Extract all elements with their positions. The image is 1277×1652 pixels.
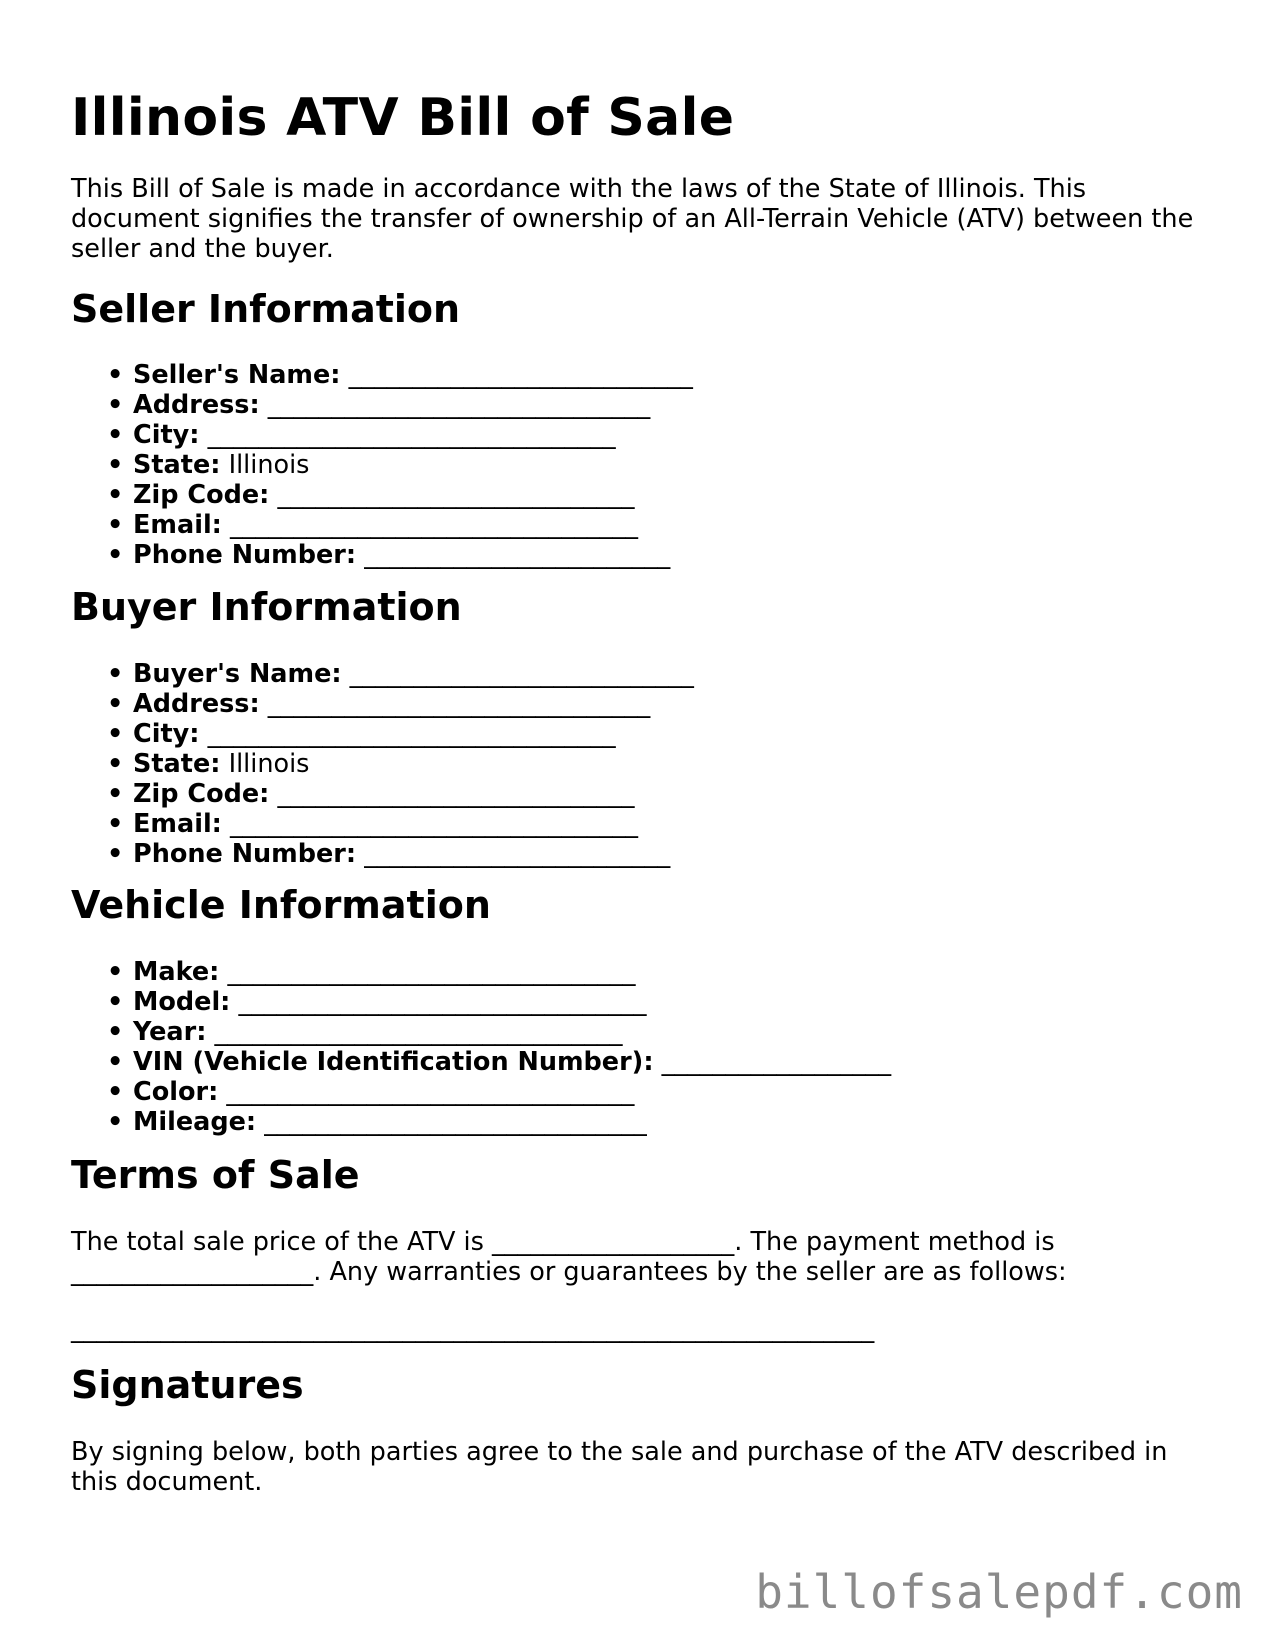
field-label: State: — [133, 749, 221, 779]
field-value: ________________________________ — [226, 1077, 635, 1107]
field-value: ________________________________ — [230, 510, 638, 540]
buyer-zip-field: • Zip Code: ____________________________ — [107, 779, 635, 809]
field-value: ________________________________ — [227, 957, 636, 987]
seller-state-field: • State: Illinois — [107, 450, 310, 480]
vehicle-year-field: • Year: ________________________________ — [107, 1017, 623, 1047]
warranty-line: _______________________________________________________________ — [71, 1314, 875, 1344]
field-value: ____________________________ — [277, 779, 635, 809]
field-value: ____________________________ — [277, 480, 635, 510]
field-label: Buyer's Name: — [133, 659, 342, 689]
vehicle-model-field: • Model: ________________________________ — [107, 987, 647, 1017]
seller-name-field: • Seller's Name: ___________________________ — [107, 360, 693, 390]
field-value: Illinois — [228, 749, 310, 779]
field-value: ________________________________ — [238, 987, 647, 1017]
intro-paragraph: This Bill of Sale is made in accordance with the laws of the State of Illinois. This document signifies the transfer of ownership of an All-Terrain Vehicle (ATV) between the seller and the buyer. — [71, 174, 1194, 264]
terms-section-heading: Terms of Sale — [71, 1153, 360, 1197]
buyer-section-heading: Buyer Information — [71, 585, 462, 629]
field-label: VIN (Vehicle Identification Number): — [133, 1047, 654, 1077]
field-label: Phone Number: — [133, 839, 357, 869]
site-watermark: billofsalepdf.com — [755, 1565, 1243, 1619]
field-value: ________________________________ — [207, 420, 616, 450]
buyer-city-field: • City: ________________________________ — [107, 719, 616, 749]
field-value: ___________________________ — [349, 659, 694, 689]
seller-phone-field: • Phone Number: ________________________ — [107, 540, 671, 570]
field-label: City: — [133, 420, 200, 450]
seller-address-field: • Address: ______________________________ — [107, 390, 651, 420]
field-label: State: — [133, 450, 221, 480]
field-label: Color: — [133, 1077, 219, 1107]
terms-paragraph: The total sale price of the ATV is ___________________. The payment method is ___________________. Any warranties or guarantees by the seller are as follows: — [71, 1227, 1067, 1287]
buyer-address-field: • Address: ______________________________ — [107, 689, 651, 719]
seller-section-heading: Seller Information — [71, 287, 461, 331]
field-label: Seller's Name: — [133, 360, 341, 390]
field-label: Zip Code: — [133, 480, 270, 510]
field-label: City: — [133, 719, 200, 749]
buyer-phone-field: • Phone Number: ________________________ — [107, 839, 671, 869]
field-label: Mileage: — [133, 1107, 257, 1137]
field-value: ______________________________ — [264, 1107, 647, 1137]
field-value: ________________________ — [364, 540, 671, 570]
vehicle-section-heading: Vehicle Information — [71, 883, 491, 927]
vehicle-make-field: • Make: ________________________________ — [107, 957, 636, 987]
vehicle-color-field: • Color: ________________________________ — [107, 1077, 635, 1107]
field-label: Email: — [133, 809, 222, 839]
buyer-email-field: • Email: ________________________________ — [107, 809, 638, 839]
field-label: Zip Code: — [133, 779, 270, 809]
seller-email-field: • Email: ________________________________ — [107, 510, 638, 540]
field-label: Model: — [133, 987, 231, 1017]
field-value: ______________________________ — [267, 390, 651, 420]
field-value: ___________________________ — [348, 360, 693, 390]
field-label: Address: — [133, 689, 260, 719]
signatures-paragraph: By signing below, both parties agree to the sale and purchase of the ATV described in this document. — [71, 1437, 1168, 1497]
field-value: __________________ — [661, 1047, 892, 1077]
buyer-state-field: • State: Illinois — [107, 749, 310, 779]
field-value: ________________________________ — [214, 1017, 623, 1047]
vehicle-field-list — [71, 957, 891, 1137]
page-title: Illinois ATV Bill of Sale — [71, 88, 735, 148]
field-value: ______________________________ — [267, 689, 651, 719]
field-label: Email: — [133, 510, 222, 540]
field-label: Year: — [133, 1017, 207, 1047]
field-value: Illinois — [228, 450, 310, 480]
field-label: Address: — [133, 390, 260, 420]
buyer-field-list — [71, 659, 694, 869]
field-value: ________________________________ — [230, 809, 638, 839]
vehicle-vin-field: • VIN (Vehicle Identification Number): __________________ — [107, 1047, 892, 1077]
field-label: Phone Number: — [133, 540, 357, 570]
buyer-name-field: • Buyer's Name: ___________________________ — [107, 659, 694, 689]
vehicle-mileage-field: • Mileage: ______________________________ — [107, 1107, 647, 1137]
field-value: ________________________________ — [207, 719, 616, 749]
seller-zip-field: • Zip Code: ____________________________ — [107, 480, 635, 510]
seller-city-field: • City: ________________________________ — [107, 420, 616, 450]
signatures-section-heading: Signatures — [71, 1363, 304, 1407]
field-label: Make: — [133, 957, 220, 987]
field-value: ________________________ — [364, 839, 671, 869]
seller-field-list — [71, 360, 693, 570]
